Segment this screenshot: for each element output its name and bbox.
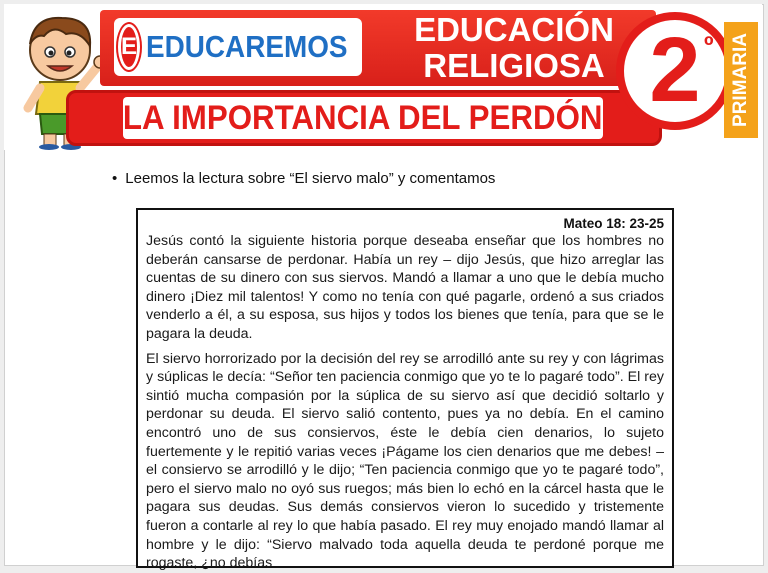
header-banner <box>4 4 762 150</box>
bible-reference: Mateo 18: 23-25 <box>563 216 664 231</box>
title-box <box>123 97 603 139</box>
bullet-icon: • <box>112 170 118 187</box>
instruction-text: Leemos la lectura sobre “El siervo malo” y comentamos <box>125 170 496 187</box>
reading-box <box>136 208 674 572</box>
level-label: PRIMARIA <box>730 33 752 127</box>
instruction-line <box>112 170 495 187</box>
level-tab <box>724 22 758 138</box>
grade-number: 2 <box>649 19 701 121</box>
educaremos-logo <box>114 18 362 76</box>
grade-ordinal: º <box>704 30 714 60</box>
logo-e-icon: E <box>118 24 140 70</box>
subject-line-2: RELIGIOSA <box>423 47 605 84</box>
title-banner <box>66 90 662 146</box>
lesson-title: LA IMPORTANCIA DEL PERDÓN <box>123 98 603 137</box>
subject-line-1: EDUCACIÓN <box>414 11 614 48</box>
logo-text: EDUCAREMOS <box>146 29 348 64</box>
subject-title <box>394 12 634 84</box>
reading-paragraph-1: Jesús contó la siguiente historia porque deseaba enseñar que los hombres no deberán cansarse de perdonar. Había un rey – dijo Jesús, que hizo arreglar las cuentas de su dinero con sus siervos. Mandó a llamar a uno que le debía mucho dinero ¡Diez mil talentos! Y como no tenía con qué pagarle, ordenó a sus criados venderlo a él, a su esposa, sus hijos y todos los bienes que tenía, para que se le pagara la deuda. <box>146 233 664 342</box>
reading-paragraph-2: El siervo horrorizado por la decisión del rey se arrodilló ante su rey y con lágrimas y súplicas le decía: “Señor ten paciencia conmigo que yo te lo pagaré todo”. El rey sintió mucha compasión por la súplica de su siervo así que decidió soltarlo y perdonar su deuda. El siervo salió contento, pues ya no debía. En el camino encontró uno de sus consiervos, éste le debía cien denarios, lo sujeto fuertemente y le repitió varias veces ¡Págame los cien denarios que me debes! – el consiervo se arrodilló y le dijo; “Ten paciencia conmigo que yo te pagaré todo”, pero el siervo malo no oyó sus ruegos; más bien lo echó en la cárcel hasta que le pagara sus deudas. Sus demás consiervos vieron lo sucedido y tristemente fueron a contarle al rey lo que había pasado. El rey muy enojado mandó llamar al hombre y le dijo: “Siervo malvado toda aquella deuda te perdoné porque me rogaste, ¿no debías <box>146 350 664 572</box>
